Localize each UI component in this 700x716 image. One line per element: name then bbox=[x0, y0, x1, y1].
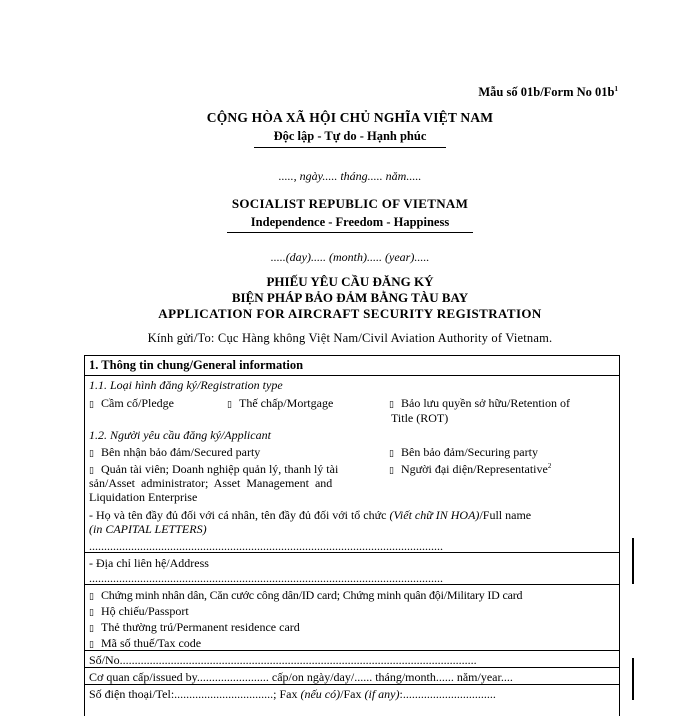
checkbox-icon[interactable]: ▯ bbox=[89, 400, 94, 410]
asset-admin-line-3: Liquidation Enterprise bbox=[89, 490, 198, 504]
mortgage-option[interactable]: ▯ Thế chấp/Mortgage bbox=[227, 396, 334, 410]
secured-party-option[interactable]: ▯ Bên nhận bảo đảm/Secured party bbox=[89, 445, 261, 459]
residence-card-option[interactable]: ▯ Thẻ thường trú/Permanent residence card bbox=[89, 620, 300, 634]
tax-code-option[interactable]: ▯ Mã số thuế/Tax code bbox=[89, 636, 202, 650]
address-label: - Địa chỉ liên hệ/Address bbox=[89, 556, 209, 570]
form-number: Mẫu số 01b/Form No $01b^1$ bbox=[478, 85, 618, 100]
registration-type-heading: 1.1. Loại hình đăng ký/Registration type bbox=[89, 378, 283, 392]
motto-vn-underline bbox=[254, 147, 446, 148]
general-info-section bbox=[84, 355, 620, 716]
checkbox-icon[interactable]: ▯ bbox=[89, 624, 94, 634]
margin-bar bbox=[632, 538, 634, 584]
divider bbox=[85, 667, 619, 668]
margin-bar bbox=[632, 658, 634, 700]
securing-party-option[interactable]: ▯ Bên bảo đảm/Securing party bbox=[389, 445, 538, 459]
motto-en: Independence - Freedom - Happiness bbox=[250, 215, 450, 229]
country-name-vn: CỘNG HÒA XÃ HỘI CHỦ NGHĨA VIỆT NAM bbox=[206, 110, 494, 125]
checkbox-icon[interactable]: ▯ bbox=[89, 449, 94, 459]
addressee: Kính gửi/To: Cục Hàng không Việt Nam/Civil Aviation Authority of Vietnam. bbox=[147, 331, 553, 345]
issued-by-field[interactable]: Cơ quan cấp/issued by........................ cấp/on ngày/day/...... tháng/month...... năm/year.... bbox=[89, 670, 513, 684]
divider bbox=[85, 584, 619, 585]
title-line-3: APPLICATION FOR AIRCRAFT SECURITY REGISTRATION bbox=[158, 306, 542, 321]
date-line-vn: ....., ngày..... tháng..... năm..... bbox=[278, 169, 422, 183]
motto-en-underline bbox=[227, 232, 473, 233]
full-name-field[interactable]: ...................................................................................................................... bbox=[89, 539, 443, 553]
checkbox-icon[interactable]: ▯ bbox=[89, 608, 94, 618]
applicant-heading: 1.2. Người yêu cầu đăng ký/Applicant bbox=[89, 428, 271, 442]
rot-option-line-2: Title (ROT) bbox=[391, 411, 449, 425]
asset-admin-line-2: sản/Asset administrator; Asset Management and bbox=[89, 476, 333, 490]
checkbox-icon[interactable]: ▯ bbox=[389, 400, 394, 410]
title-line-2: BIỆN PHÁP BẢO ĐẢM BẰNG TÀU BAY bbox=[231, 290, 469, 305]
passport-option[interactable]: ▯ Hộ chiếu/Passport bbox=[89, 604, 189, 618]
full-name-label-line-2: (in CAPITAL LETTERS) bbox=[89, 522, 207, 536]
divider bbox=[85, 552, 619, 553]
checkbox-icon[interactable]: ▯ bbox=[389, 466, 394, 476]
id-number-field[interactable]: Số/No....................................................................................................................... bbox=[89, 653, 477, 667]
divider bbox=[85, 684, 619, 685]
section-heading: 1. Thông tin chung/General information bbox=[85, 356, 619, 376]
address-field[interactable]: ...................................................................................................................... bbox=[89, 571, 443, 585]
pledge-option[interactable]: ▯ Cầm cố/Pledge bbox=[89, 396, 174, 410]
checkbox-icon[interactable]: ▯ bbox=[89, 640, 94, 650]
asset-admin-option[interactable]: ▯ Quản tài viên; Doanh nghiệp quản lý, thanh lý tài bbox=[89, 462, 339, 476]
phone-fax-field[interactable]: Số điện thoại/Tel:.................................; Fax (nếu có)/Fax (if any):............................... bbox=[89, 687, 496, 701]
checkbox-icon[interactable]: ▯ bbox=[89, 592, 94, 602]
representative-option[interactable]: ▯ Người đại diện/Representative$^2$ bbox=[389, 462, 552, 476]
title-line-1: PHIẾU YÊU CẦU ĐĂNG KÝ bbox=[266, 274, 434, 289]
id-card-option[interactable]: ▯ Chứng minh nhân dân, Căn cước công dân/ID card; Chứng minh quân đội/Military ID card bbox=[89, 588, 523, 602]
country-name-en: SOCIALIST REPUBLIC OF VIETNAM bbox=[231, 196, 469, 211]
date-line-en: .....(day)..... (month)..... (year)..... bbox=[270, 250, 430, 264]
checkbox-icon[interactable]: ▯ bbox=[389, 449, 394, 459]
checkbox-icon[interactable]: ▯ bbox=[89, 466, 94, 476]
motto-vn: Độc lập - Tự do - Hạnh phúc bbox=[273, 129, 427, 143]
rot-option[interactable]: ▯ Bảo lưu quyền sở hữu/Retention of bbox=[389, 396, 571, 410]
divider bbox=[85, 650, 619, 651]
checkbox-icon[interactable]: ▯ bbox=[227, 400, 232, 410]
full-name-label: - Họ và tên đầy đủ đối với cá nhân, tên đầy đủ đối với tổ chức (Viết chữ IN HOA)/Full name bbox=[89, 508, 532, 522]
